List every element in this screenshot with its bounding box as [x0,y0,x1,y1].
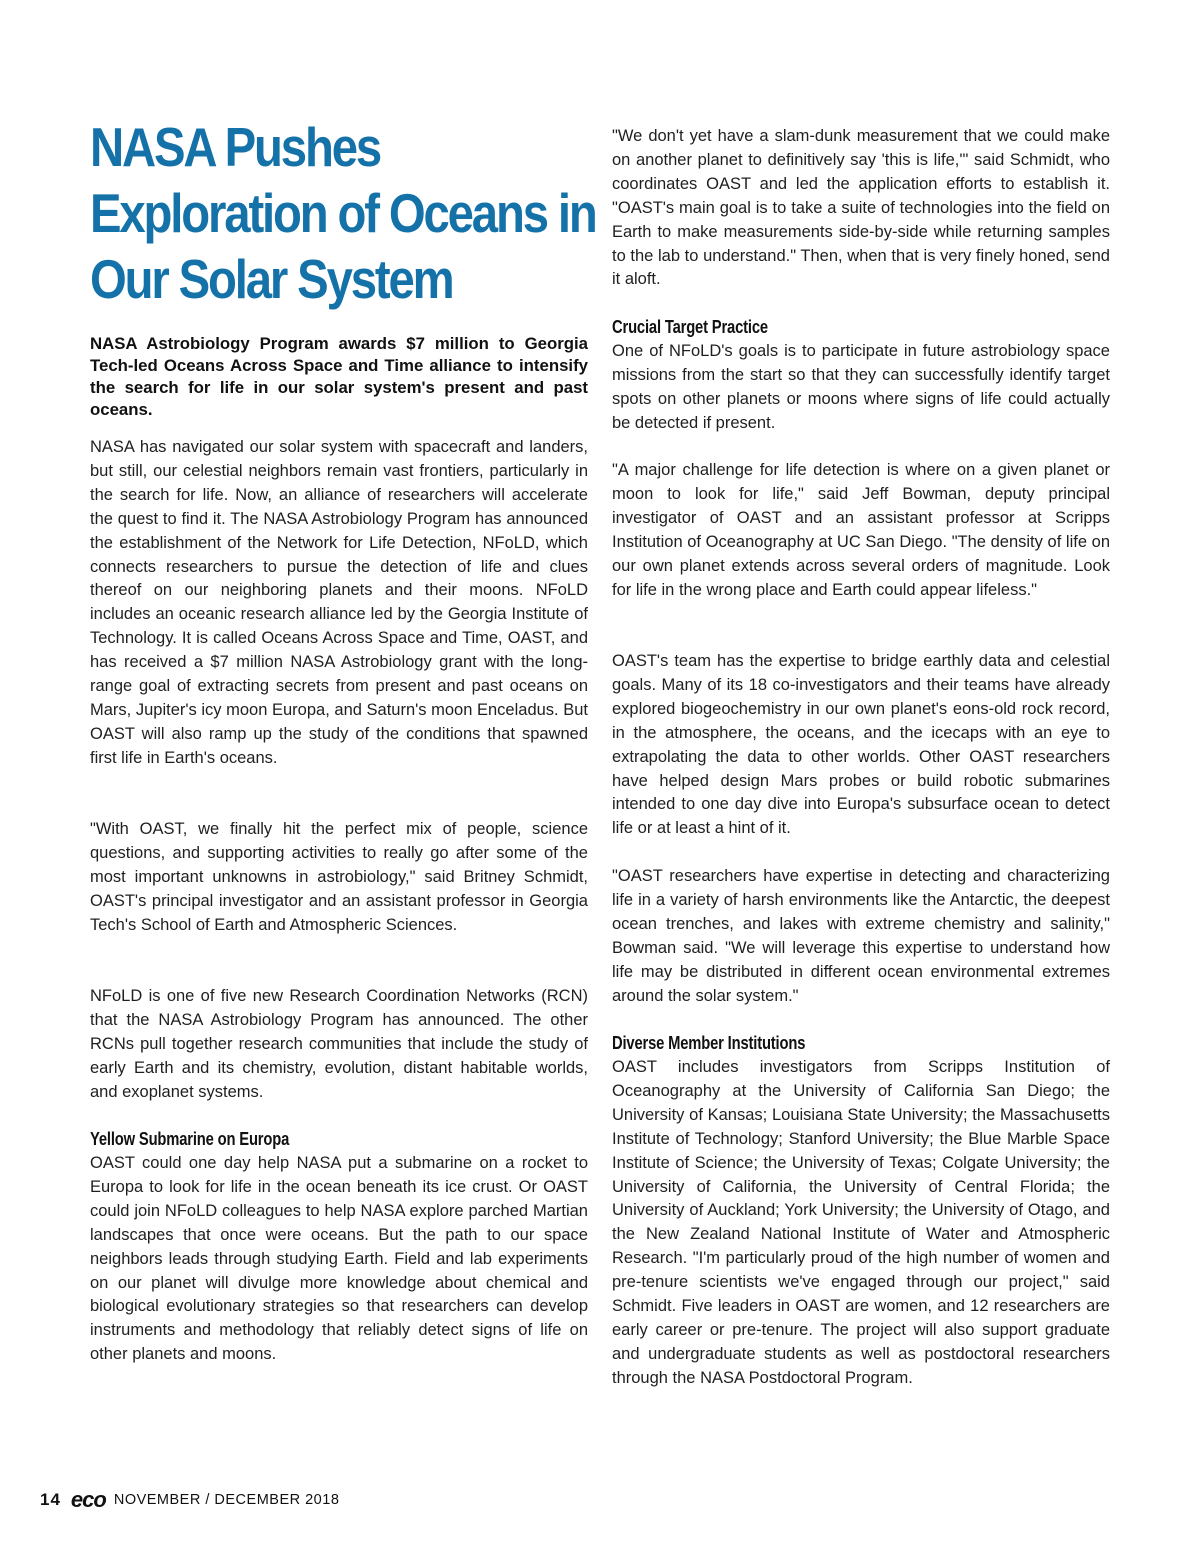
right-paragraph-1: "We don't yet have a slam-dunk measurement that we could make on another planet to definitively say 'this is life,'" said Schmidt, who coordinates OAST and led the application efforts to establish it. "OAST's main goal is to take a suite of technologies into the field on Earth to make measurements side-by-side while returning samples to the lab to understand." Then, when that is very finely honed, send it aloft. [612,127,1110,289]
title-line-3: Our Solar System [90,248,453,310]
subhead-crucial-target-practice: Crucial Target Practice [612,317,768,337]
subhead-yellow-submarine: Yellow Submarine on Europa [90,1129,290,1149]
right-paragraph-5: "OAST researchers have expertise in detecting and characterizing life in a variety of harsh environments like the Antarctic, the deepest ocean trenches, and lakes with extreme chemistry and salinity," Bowman said. "We will leverage this expertise to understand how life may be distributed in different ocean environmental extremes around the solar system." [612,867,1110,1005]
right-paragraph-6: OAST includes investigators from Scripps Institution of Oceanography at the University of California San Diego; the University of Kansas; Louisiana State University; the Massachusetts Institute of Technology; Stanford University; the Blue Marble Space Institute of Science; the University of Texas; Colgate University; the University of California, the University of Central Florida; the University of Auckland; York University; the University of Otago, and the New Zealand National Institute of Water and Atmospheric Research. "I'm particularly proud of the high number of women and pre-tenure scientists we've engaged through our project," said Schmidt. Five leaders in OAST are women, and 12 researchers are early career or pre-tenure. The project will also support graduate and undergraduate students as well as postdoctoral researchers through the NASA Postdoctoral Program. [612,1058,1110,1387]
title-line-1: NASA Pushes [90,116,381,178]
right-paragraph-3: "A major challenge for life detection is where on a given planet or moon to look for life," said Jeff Bowman, deputy principal investigator of OAST and an assistant professor at Scripps Institution of Oceanography at UC San Diego. "The density of life on our own planet extends across several orders of magnitude. Look for life in the wrong place and Earth could appear lifeless." [612,461,1110,599]
left-paragraph-1: NASA has navigated our solar system with spacecraft and landers, but still, our celestial neighbors remain vast frontiers, particularly in the search for life. Now, an alliance of researchers will accelerate the quest to find it. The NASA Astrobiology Program has announced the establishment of the Network for Life Detection, NFoLD, which connects researchers to pursue the detection of life and clues thereof on our neighboring planets and their moons. NFoLD includes an oceanic research alliance led by the Georgia Institute of Technology. It is called Oceans Across Space and Time, OAST, and has received a $7 million NASA Astrobiology grant with the long-range goal of extracting secrets from present and past oceans on Mars, Jupiter's icy moon Europa, and Saturn's moon Enceladus. But OAST will also ramp up the study of the conditions that spawned first life in Earth's oceans. [90,438,588,767]
article-deck: NASA Astrobiology Program awards $7 million to Georgia Tech-led Oceans Across Space and Time alliance to intensify the search for life in our solar system's present and past oceans. [90,334,588,419]
article-title [90,114,596,312]
right-paragraph-4: OAST's team has the expertise to bridge earthly data and celestial goals. Many of its 18 co-investigators and their teams have already explored biogeochemistry in our own planet's eons-old rock record, in the atmosphere, the oceans, and the icecaps with an eye to extrapolating the data to other worlds. Other OAST researchers have helped design Mars probes or build robotic submarines intended to one day dive into Europa's subsurface ocean to detect life or at least a hint of it. [612,652,1110,838]
subhead-diverse-member-institutions: Diverse Member Institutions [612,1033,806,1053]
right-paragraph-2: One of NFoLD's goals is to participate in future astrobiology space missions from the start so that they can successfully identify target spots on other planets or moons where signs of life could actually be detected if present. [612,342,1110,432]
title-line-2: Exploration of Oceans in [90,182,596,244]
page-number: 14 [40,1490,61,1509]
magazine-logo: eco [70,1487,106,1512]
left-paragraph-3: NFoLD is one of five new Research Coordination Networks (RCN) that the NASA Astrobiology Program has announced. The other RCNs pull together research communities that include the study of early Earth and its chemistry, evolution, distant habitable worlds, and exoplanet systems. [90,987,588,1101]
issue-date: NOVEMBER / DECEMBER 2018 [113,1492,340,1508]
left-paragraph-4: OAST could one day help NASA put a submarine on a rocket to Europa to look for life in the ocean beneath its ice crust. Or OAST could join NFoLD colleagues to help NASA explore parched Martian landscapes that once were oceans. But the path to our space neighbors leads through studying Earth. Field and lab experiments on our planet will divulge more knowledge about chemical and biological evolutionary strategies so that researchers can develop instruments and methodology that reliably detect signs of life on other planets and moons. [90,1154,588,1364]
left-paragraph-2: "With OAST, we finally hit the perfect mix of people, science questions, and supporting activities to really go after some of the most important unknowns in astrobiology," said Britney Schmidt, OAST's principal investigator and an assistant professor in Georgia Tech's School of Earth and Atmospheric Sciences. [90,820,588,934]
page-footer [40,1488,339,1512]
